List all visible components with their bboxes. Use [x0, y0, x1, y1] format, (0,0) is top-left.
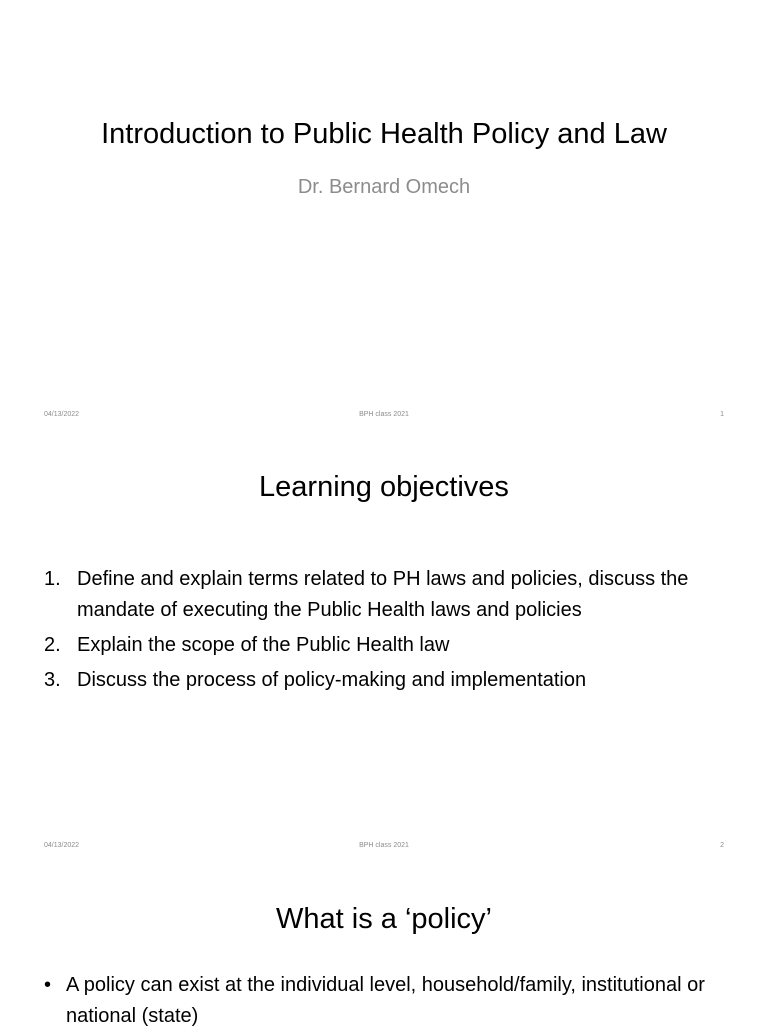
- slide-title: What is a ‘policy’: [276, 903, 492, 935]
- list-item-text: A policy can exist at the individual level, household/family, institutional or national (state): [66, 974, 705, 1027]
- footer-date: 04/13/2022: [44, 411, 80, 418]
- bullet-list: [44, 970, 744, 1032]
- slide-3: [0, 866, 768, 1027]
- list-item-number: 3.: [44, 669, 61, 691]
- slide-title: Learning objectives: [259, 471, 509, 503]
- list-item-text: Define and explain terms related to PH laws and policies, discuss the mandate of executing the Public Health laws and policies: [77, 568, 689, 621]
- list-item-number: 1.: [44, 568, 61, 590]
- footer-course: BPH class 2021: [359, 411, 409, 418]
- slide-1: [0, 0, 768, 432]
- list-item: [44, 970, 744, 1032]
- list-item: [44, 630, 744, 661]
- objectives-list: [44, 564, 744, 700]
- list-item-number: 2.: [44, 634, 61, 656]
- footer-date: 04/13/2022: [44, 842, 80, 849]
- list-item: [44, 564, 744, 626]
- footer-page-number: 1: [720, 411, 724, 418]
- list-item-text: Discuss the process of policy-making and implementation: [77, 669, 587, 691]
- bullet-icon: •: [44, 974, 52, 996]
- slide-2: [0, 432, 768, 866]
- slide-subtitle: Dr. Bernard Omech: [297, 176, 471, 198]
- slide-title: Introduction to Public Health Policy and Law: [101, 118, 667, 150]
- footer-page-number: 2: [720, 842, 724, 849]
- footer-course: BPH class 2021: [359, 842, 409, 849]
- list-item-text: Explain the scope of the Public Health law: [77, 634, 450, 656]
- list-item: [44, 665, 744, 696]
